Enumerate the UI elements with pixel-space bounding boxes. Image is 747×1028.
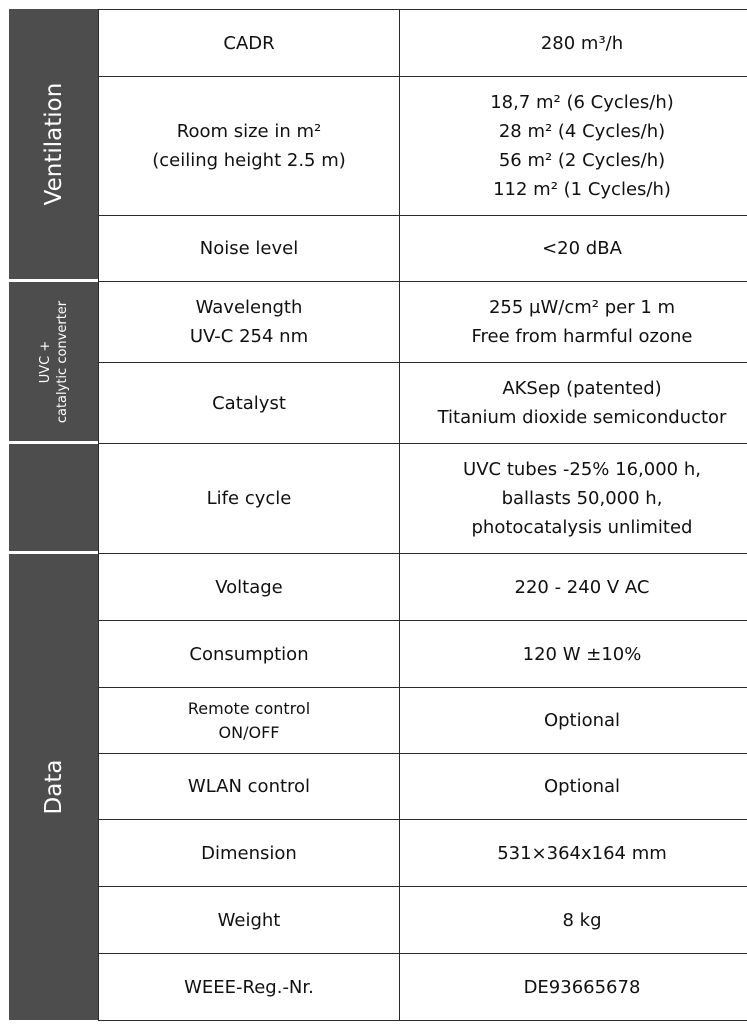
- section-band-lifecycle: [9, 444, 98, 551]
- spec-key-line: ON/OFF: [218, 722, 280, 742]
- spec-row-catalyst: [99, 363, 747, 444]
- spec-value: [400, 688, 747, 754]
- spec-key-line: CADR: [223, 32, 275, 54]
- spec-key: [99, 820, 400, 887]
- spec-value: [400, 10, 747, 77]
- section-label-uvc: [37, 300, 71, 422]
- spec-value: [400, 820, 747, 887]
- spec-value-line: Optional: [543, 776, 621, 797]
- section-label-uvc-line1: UVC +: [37, 340, 53, 383]
- spec-row-consumption: [99, 621, 747, 688]
- spec-key-line: Catalyst: [212, 392, 286, 414]
- spec-value-line: photocatalysis unlimited: [471, 517, 693, 538]
- spec-value-line: 255 µW/cm² per 1 m: [488, 297, 676, 318]
- spec-value-line: 8 kg: [562, 909, 602, 931]
- section-label-uvc-line2: catalytic converter: [54, 300, 70, 423]
- spec-key-line: Dimension: [201, 842, 297, 864]
- spec-value-line: 112 m² (1 Cycles/h): [493, 179, 671, 200]
- spec-key-line: Voltage: [215, 576, 283, 598]
- spec-value: [400, 554, 747, 621]
- spec-key-line: Life cycle: [206, 488, 292, 509]
- section-label-data: Data: [40, 759, 67, 815]
- spec-value: [400, 621, 747, 688]
- spec-row-wlan-control: [99, 754, 747, 820]
- spec-row-remote-control: [99, 688, 747, 754]
- spec-value-line: 280 m³/h: [540, 32, 624, 54]
- spec-row-weee-reg: [99, 954, 747, 1021]
- spec-key-line: (ceiling height 2.5 m): [152, 150, 346, 171]
- spec-key: [99, 887, 400, 954]
- spec-value-line: AKSep (patented): [502, 378, 662, 399]
- spec-key: [99, 688, 400, 754]
- spec-key: [99, 363, 400, 444]
- spec-value-line: DE93665678: [523, 976, 641, 998]
- section-band-uvc: [9, 282, 98, 441]
- spec-key-line: Wavelength: [195, 297, 303, 318]
- spec-value: [400, 363, 747, 444]
- spec-value: [400, 282, 747, 363]
- spec-value: [400, 216, 747, 282]
- spec-row-wavelength: [99, 282, 747, 363]
- spec-value-line: 56 m² (2 Cycles/h): [498, 150, 666, 171]
- spec-value-line: 28 m² (4 Cycles/h): [498, 121, 666, 142]
- spec-value-line: UVC tubes -25% 16,000 h,: [463, 459, 701, 480]
- spec-value: [400, 77, 747, 216]
- spec-key-line: UV-C 254 nm: [189, 326, 309, 347]
- spec-key-line: Room size in m²: [176, 121, 322, 142]
- spec-key: [99, 621, 400, 688]
- spec-key: [99, 954, 400, 1021]
- spec-value-line: 220 - 240 V AC: [514, 576, 650, 598]
- spec-value-line: ballasts 50,000 h,: [501, 488, 663, 509]
- spec-key-line: WEEE-Reg.-Nr.: [184, 976, 314, 998]
- spec-table: [98, 9, 747, 1021]
- spec-key: [99, 10, 400, 77]
- section-band-ventilation: [9, 9, 98, 279]
- spec-row-voltage: [99, 554, 747, 621]
- spec-value: [400, 887, 747, 954]
- spec-row-life-cycle: [99, 444, 747, 554]
- spec-value-line: 531×364x164 mm: [497, 842, 667, 864]
- section-band-data: [9, 554, 98, 1020]
- spec-key: [99, 282, 400, 363]
- spec-row-weight: [99, 887, 747, 954]
- spec-value-line: Optional: [543, 710, 621, 731]
- spec-row-dimension: [99, 820, 747, 887]
- spec-value: [400, 954, 747, 1021]
- spec-row-room-size: [99, 77, 747, 216]
- spec-value-line: 18,7 m² (6 Cycles/h): [490, 92, 674, 113]
- section-label-ventilation: Ventilation: [40, 82, 67, 206]
- spec-value: [400, 754, 747, 820]
- spec-key-line: Noise level: [199, 238, 299, 259]
- spec-key: [99, 216, 400, 282]
- spec-row-noise-level: [99, 216, 747, 282]
- spec-key-line: Remote control: [187, 698, 311, 718]
- spec-key-line: WLAN control: [187, 776, 311, 797]
- spec-value-line: Free from harmful ozone: [471, 326, 693, 347]
- spec-value-line: <20 dBA: [542, 238, 622, 259]
- spec-key-line: Weight: [217, 909, 281, 931]
- spec-value-line: Titanium dioxide semiconductor: [437, 407, 727, 428]
- spec-value-line: 120 W ±10%: [522, 643, 642, 665]
- spec-key: [99, 554, 400, 621]
- spec-key: [99, 754, 400, 820]
- spec-row-cadr: [99, 10, 747, 77]
- spec-value: [400, 444, 747, 554]
- spec-key: [99, 77, 400, 216]
- spec-key-line: Consumption: [189, 643, 309, 665]
- spec-key: [99, 444, 400, 554]
